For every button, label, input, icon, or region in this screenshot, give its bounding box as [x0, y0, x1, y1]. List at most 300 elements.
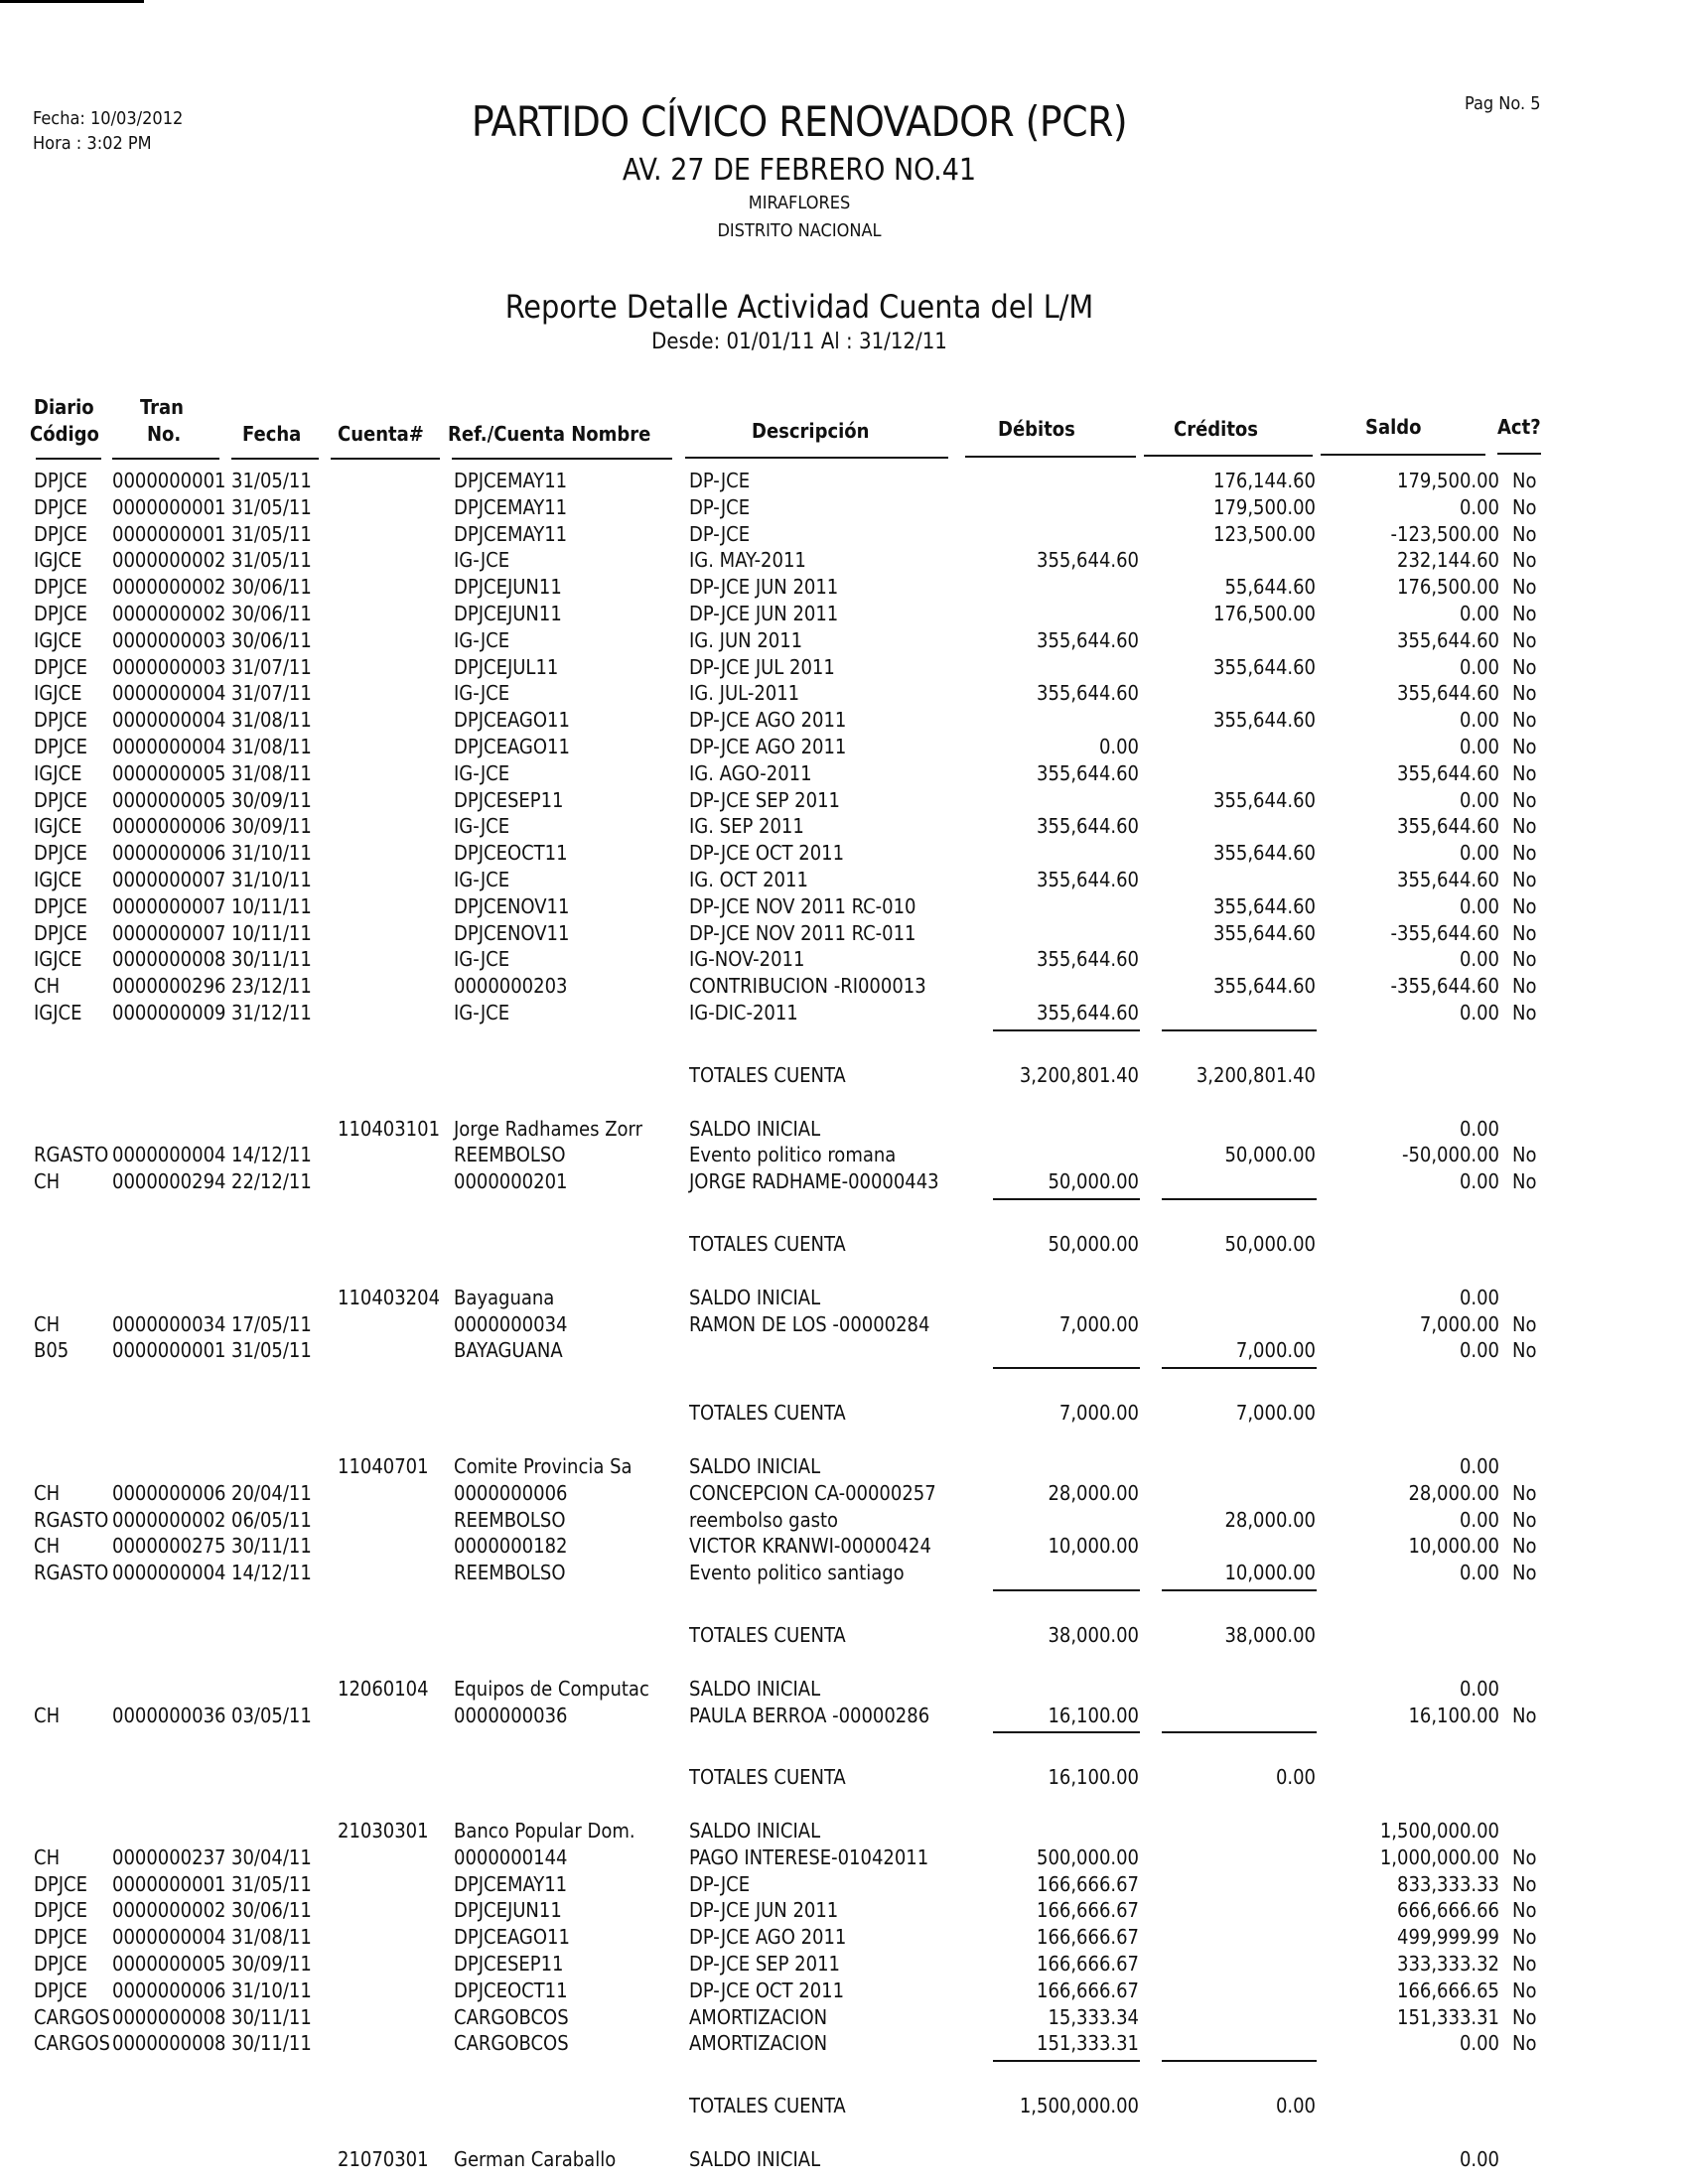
table-row: [0, 522, 1688, 548]
debit-amount: 16,100.00: [1048, 1704, 1139, 1727]
col-underline: [36, 458, 101, 460]
act-flag: No: [1512, 548, 1537, 572]
diario-code: RGASTO: [34, 1143, 109, 1166]
tran-no: 0000000005: [112, 1952, 226, 1976]
description: CONTRIBUCION -RI000013: [689, 974, 926, 998]
debit-amount: 15,333.34: [1048, 2005, 1139, 2029]
tran-no: 0000000003: [112, 628, 226, 652]
debit-amount: 355,644.60: [1037, 761, 1139, 785]
tran-no: 0000000006: [112, 1979, 226, 2002]
tran-date: 30/04/11: [231, 1845, 312, 1869]
tran-no: 0000000002: [112, 1898, 226, 1922]
print-date: Fecha: 10/03/2012: [33, 108, 184, 129]
act-flag: No: [1512, 2005, 1537, 2029]
totals-rule: [1162, 1198, 1317, 1200]
balance-amount: -355,644.60: [1390, 921, 1499, 945]
act-flag: No: [1512, 522, 1537, 546]
account-opening-label: SALDO INICIAL: [689, 1677, 821, 1701]
ref-name: DPJCESEP11: [454, 1952, 564, 1976]
description: DP-JCE: [689, 1872, 751, 1896]
totals-rule: [1162, 1367, 1317, 1369]
ref-name: DPJCESEP11: [454, 788, 564, 812]
totals-rule: [993, 2060, 1140, 2062]
table-row: [0, 1898, 1688, 1924]
table-row: [0, 1872, 1688, 1898]
table-row: [0, 761, 1688, 787]
act-flag: No: [1512, 788, 1537, 812]
ref-name: DPJCEOCT11: [454, 841, 568, 865]
balance-amount: 0.00: [1459, 894, 1499, 918]
tran-date: 03/05/11: [231, 1704, 312, 1727]
balance-amount: 0.00: [1459, 2031, 1499, 2055]
totals-label: TOTALES CUENTA: [689, 1232, 846, 1256]
totals-rule: [993, 1731, 1140, 1733]
description: IG-DIC-2011: [689, 1001, 798, 1024]
account-header-row: [0, 1286, 1688, 1311]
balance-amount: 176,500.00: [1397, 575, 1499, 599]
diario-code: IGJCE: [34, 947, 82, 971]
col-act: Act?: [1497, 415, 1541, 439]
balance-amount: 7,000.00: [1419, 1312, 1499, 1336]
tran-date: 23/12/11: [231, 974, 312, 998]
table-row: [0, 2031, 1688, 2057]
description: DP-JCE JUL 2011: [689, 655, 835, 679]
balance-amount: 0.00: [1459, 788, 1499, 812]
description: DP-JCE OCT 2011: [689, 841, 845, 865]
totals-row: [0, 1063, 1688, 1089]
balance-amount: 1,000,000.00: [1379, 1845, 1499, 1869]
description: Evento politico romana: [689, 1143, 897, 1166]
table-row: [0, 575, 1688, 601]
ref-name: DPJCEAGO11: [454, 735, 570, 758]
account-name: Banco Popular Dom.: [454, 1819, 635, 1843]
credit-amount: 355,644.60: [1213, 894, 1316, 918]
act-flag: No: [1512, 469, 1537, 492]
totals-label: TOTALES CUENTA: [689, 2094, 846, 2117]
ref-name: DPJCEAGO11: [454, 708, 570, 732]
tran-date: 30/06/11: [231, 575, 312, 599]
ref-name: CARGOBCOS: [454, 2005, 569, 2029]
totals-debit: 38,000.00: [1048, 1623, 1139, 1647]
account-opening-balance: 1,500,000.00: [1379, 1819, 1499, 1843]
diario-code: DPJCE: [34, 788, 87, 812]
balance-amount: -50,000.00: [1401, 1143, 1499, 1166]
act-flag: No: [1512, 735, 1537, 758]
balance-amount: 28,000.00: [1408, 1481, 1499, 1505]
account-opening-balance: 0.00: [1459, 1286, 1499, 1309]
table-row: [0, 602, 1688, 627]
diario-code: CH: [34, 1312, 61, 1336]
tran-date: 30/09/11: [231, 814, 312, 838]
tran-date: 31/05/11: [231, 548, 312, 572]
col-tran-1: Tran: [140, 395, 184, 419]
ref-name: IG-JCE: [454, 628, 510, 652]
tran-date: 30/06/11: [231, 1898, 312, 1922]
debit-amount: 50,000.00: [1048, 1169, 1139, 1193]
totals-rule: [993, 1198, 1140, 1200]
diario-code: DPJCE: [34, 894, 87, 918]
totals-row: [0, 2094, 1688, 2119]
balance-amount: 0.00: [1459, 1169, 1499, 1193]
balance-amount: 499,999.99: [1397, 1925, 1499, 1949]
description: IG. AGO-2011: [689, 761, 812, 785]
diario-code: CARGOS: [34, 2031, 110, 2055]
account-number: 11040701: [338, 1454, 429, 1478]
description: DP-JCE JUN 2011: [689, 1898, 839, 1922]
diario-code: IGJCE: [34, 1001, 82, 1024]
credit-amount: 355,644.60: [1213, 921, 1316, 945]
ref-name: DPJCEMAY11: [454, 469, 568, 492]
diario-code: DPJCE: [34, 735, 87, 758]
tran-no: 0000000005: [112, 788, 226, 812]
table-row: [0, 1169, 1688, 1195]
ref-name: 0000000036: [454, 1704, 568, 1727]
balance-amount: -123,500.00: [1390, 522, 1499, 546]
account-name: Bayaguana: [454, 1286, 555, 1309]
ref-name: IG-JCE: [454, 761, 510, 785]
act-flag: No: [1512, 1508, 1537, 1532]
debit-amount: 355,644.60: [1037, 868, 1139, 891]
diario-code: DPJCE: [34, 1979, 87, 2002]
table-row: [0, 947, 1688, 973]
tran-date: 31/10/11: [231, 841, 312, 865]
debit-amount: 355,644.60: [1037, 628, 1139, 652]
balance-amount: 179,500.00: [1397, 469, 1499, 492]
tran-no: 0000000296: [112, 974, 226, 998]
col-tran-2: No.: [147, 422, 182, 446]
diario-code: DPJCE: [34, 1872, 87, 1896]
totals-label: TOTALES CUENTA: [689, 1401, 846, 1425]
act-flag: No: [1512, 1143, 1537, 1166]
act-flag: No: [1512, 681, 1537, 705]
act-flag: No: [1512, 1534, 1537, 1558]
tran-no: 0000000004: [112, 681, 226, 705]
tran-no: 0000000001: [112, 495, 226, 519]
table-row: [0, 1001, 1688, 1026]
account-opening-label: SALDO INICIAL: [689, 1286, 821, 1309]
debit-amount: 355,644.60: [1037, 814, 1139, 838]
tran-no: 0000000004: [112, 1561, 226, 1584]
totals-label: TOTALES CUENTA: [689, 1063, 846, 1087]
tran-date: 20/04/11: [231, 1481, 312, 1505]
description: IG-NOV-2011: [689, 947, 805, 971]
diario-code: CH: [34, 1534, 61, 1558]
tran-no: 0000000004: [112, 1143, 226, 1166]
ref-name: 0000000182: [454, 1534, 568, 1558]
col-diario-1: Diario: [34, 395, 94, 419]
tran-date: 06/05/11: [231, 1508, 312, 1532]
act-flag: No: [1512, 947, 1537, 971]
debit-amount: 166,666.67: [1037, 1979, 1139, 2002]
diario-code: IGJCE: [34, 548, 82, 572]
debit-amount: 0.00: [1098, 735, 1139, 758]
account-header-row: [0, 2147, 1688, 2173]
tran-no: 0000000004: [112, 1925, 226, 1949]
ref-name: CARGOBCOS: [454, 2031, 569, 2055]
act-flag: No: [1512, 1925, 1537, 1949]
diario-code: DPJCE: [34, 1898, 87, 1922]
ref-name: DPJCEJUL11: [454, 655, 559, 679]
tran-date: 10/11/11: [231, 894, 312, 918]
act-flag: No: [1512, 1704, 1537, 1727]
debit-amount: 151,333.31: [1037, 2031, 1139, 2055]
diario-code: DPJCE: [34, 495, 87, 519]
tran-no: 0000000006: [112, 1481, 226, 1505]
balance-amount: 0.00: [1459, 1561, 1499, 1584]
tran-no: 0000000002: [112, 602, 226, 625]
description: IG. MAY-2011: [689, 548, 806, 572]
tran-date: 30/09/11: [231, 1952, 312, 1976]
description: Evento politico santiago: [689, 1561, 905, 1584]
act-flag: No: [1512, 628, 1537, 652]
credit-amount: 123,500.00: [1213, 522, 1316, 546]
balance-amount: 666,666.66: [1397, 1898, 1499, 1922]
diario-code: IGJCE: [34, 628, 82, 652]
credit-amount: 355,644.60: [1213, 974, 1316, 998]
tran-date: 31/10/11: [231, 1979, 312, 2002]
diario-code: DPJCE: [34, 1925, 87, 1949]
act-flag: No: [1512, 921, 1537, 945]
tran-no: 0000000237: [112, 1845, 226, 1869]
tran-date: 31/05/11: [231, 1338, 312, 1362]
ref-name: REEMBOLSO: [454, 1508, 566, 1532]
table-row: [0, 2005, 1688, 2031]
account-number: 21070301: [338, 2147, 429, 2171]
account-number: 21030301: [338, 1819, 429, 1843]
balance-amount: 833,333.33: [1397, 1872, 1499, 1896]
ref-name: DPJCEJUN11: [454, 1898, 562, 1922]
act-flag: No: [1512, 1561, 1537, 1584]
col-underline: [965, 456, 1136, 458]
act-flag: No: [1512, 894, 1537, 918]
diario-code: DPJCE: [34, 708, 87, 732]
balance-amount: 0.00: [1459, 708, 1499, 732]
ref-name: DPJCENOV11: [454, 894, 570, 918]
tran-date: 14/12/11: [231, 1143, 312, 1166]
tran-no: 0000000001: [112, 1338, 226, 1362]
description: DP-JCE AGO 2011: [689, 1925, 847, 1949]
tran-no: 0000000005: [112, 761, 226, 785]
description: DP-JCE AGO 2011: [689, 708, 847, 732]
balance-amount: 232,144.60: [1397, 548, 1499, 572]
totals-rule: [1162, 1029, 1317, 1031]
table-row: [0, 1561, 1688, 1586]
tran-no: 0000000008: [112, 2005, 226, 2029]
ref-name: IG-JCE: [454, 868, 510, 891]
credit-amount: 10,000.00: [1224, 1561, 1316, 1584]
col-creditos: Créditos: [1174, 417, 1259, 441]
tran-no: 0000000002: [112, 575, 226, 599]
account-opening-label: SALDO INICIAL: [689, 1454, 821, 1478]
totals-credit: 7,000.00: [1235, 1401, 1316, 1425]
diario-code: CH: [34, 1845, 61, 1869]
description: DP-JCE NOV 2011 RC-011: [689, 921, 916, 945]
debit-amount: 355,644.60: [1037, 548, 1139, 572]
table-row: [0, 1979, 1688, 2004]
ref-name: IG-JCE: [454, 681, 510, 705]
tran-date: 31/07/11: [231, 655, 312, 679]
table-row: [0, 628, 1688, 654]
balance-amount: 0.00: [1459, 947, 1499, 971]
balance-amount: 0.00: [1459, 1001, 1499, 1024]
table-row: [0, 1338, 1688, 1364]
diario-code: CH: [34, 1169, 61, 1193]
account-opening-label: SALDO INICIAL: [689, 1117, 821, 1141]
balance-amount: 0.00: [1459, 495, 1499, 519]
table-row: [0, 841, 1688, 867]
col-descripcion: Descripción: [752, 419, 870, 443]
organization-district: DISTRITO NACIONAL: [717, 220, 882, 241]
totals-row: [0, 1232, 1688, 1258]
tran-date: 30/11/11: [231, 2031, 312, 2055]
description: AMORTIZACION: [689, 2031, 828, 2055]
table-row: [0, 921, 1688, 947]
balance-amount: 166,666.65: [1397, 1979, 1499, 2002]
account-opening-balance: 0.00: [1459, 1454, 1499, 1478]
tran-no: 0000000034: [112, 1312, 226, 1336]
ref-name: BAYAGUANA: [454, 1338, 563, 1362]
credit-amount: 55,644.60: [1224, 575, 1316, 599]
table-row: [0, 788, 1688, 814]
table-row: [0, 708, 1688, 734]
ref-name: DPJCEOCT11: [454, 1979, 568, 2002]
credit-amount: 28,000.00: [1224, 1508, 1316, 1532]
diario-code: IGJCE: [34, 761, 82, 785]
totals-rule: [1162, 1589, 1317, 1591]
table-row: [0, 548, 1688, 574]
totals-rule: [993, 1589, 1140, 1591]
totals-credit: 0.00: [1275, 1765, 1316, 1789]
account-header-row: [0, 1454, 1688, 1480]
ref-name: DPJCEJUN11: [454, 575, 562, 599]
account-name: German Caraballo: [454, 2147, 617, 2171]
table-row: [0, 814, 1688, 840]
balance-amount: 355,644.60: [1397, 761, 1499, 785]
account-opening-balance: 0.00: [1459, 1117, 1499, 1141]
ref-name: 0000000034: [454, 1312, 568, 1336]
account-name: Equipos de Computac: [454, 1677, 649, 1701]
ref-name: 0000000201: [454, 1169, 568, 1193]
tran-no: 0000000003: [112, 655, 226, 679]
act-flag: No: [1512, 814, 1537, 838]
balance-amount: 355,644.60: [1397, 628, 1499, 652]
act-flag: No: [1512, 655, 1537, 679]
description: IG. OCT 2011: [689, 868, 808, 891]
account-opening-label: SALDO INICIAL: [689, 1819, 821, 1843]
diario-code: DPJCE: [34, 522, 87, 546]
tran-date: 30/11/11: [231, 1534, 312, 1558]
tran-no: 0000000294: [112, 1169, 226, 1193]
act-flag: No: [1512, 1845, 1537, 1869]
description: JORGE RADHAME-00000443: [689, 1169, 939, 1193]
tran-date: 30/11/11: [231, 947, 312, 971]
tran-no: 0000000001: [112, 522, 226, 546]
totals-credit: 3,200,801.40: [1196, 1063, 1316, 1087]
totals-credit: 50,000.00: [1224, 1232, 1316, 1256]
balance-amount: 355,644.60: [1397, 868, 1499, 891]
account-header-row: [0, 1677, 1688, 1703]
table-row: [0, 469, 1688, 494]
diario-code: DPJCE: [34, 655, 87, 679]
tran-date: 31/12/11: [231, 1001, 312, 1024]
description: DP-JCE OCT 2011: [689, 1979, 845, 2002]
description: DP-JCE: [689, 522, 751, 546]
totals-credit: 0.00: [1275, 2094, 1316, 2117]
tran-no: 0000000007: [112, 868, 226, 891]
description: DP-JCE: [689, 469, 751, 492]
credit-amount: 355,644.60: [1213, 841, 1316, 865]
table-row: [0, 894, 1688, 920]
col-diario-2: Código: [30, 422, 99, 446]
ref-name: REEMBOLSO: [454, 1143, 566, 1166]
balance-amount: 355,644.60: [1397, 814, 1499, 838]
act-flag: No: [1512, 761, 1537, 785]
tran-no: 0000000006: [112, 841, 226, 865]
account-opening-balance: 0.00: [1459, 1677, 1499, 1701]
col-underline: [685, 457, 948, 459]
description: DP-JCE SEP 2011: [689, 1952, 840, 1976]
tran-no: 0000000002: [112, 548, 226, 572]
table-row: [0, 868, 1688, 893]
credit-amount: 355,644.60: [1213, 788, 1316, 812]
tran-no: 0000000001: [112, 469, 226, 492]
totals-row: [0, 1623, 1688, 1649]
tran-date: 14/12/11: [231, 1561, 312, 1584]
tran-date: 31/05/11: [231, 495, 312, 519]
diario-code: DPJCE: [34, 1952, 87, 1976]
tran-date: 30/06/11: [231, 628, 312, 652]
diario-code: DPJCE: [34, 841, 87, 865]
ref-name: DPJCENOV11: [454, 921, 570, 945]
totals-rule: [1162, 1731, 1317, 1733]
ref-name: DPJCEAGO11: [454, 1925, 570, 1949]
ref-name: DPJCEMAY11: [454, 522, 568, 546]
ref-name: DPJCEMAY11: [454, 1872, 568, 1896]
description: PAULA BERROA -00000286: [689, 1704, 930, 1727]
col-underline: [231, 458, 319, 460]
diario-code: CH: [34, 974, 61, 998]
act-flag: No: [1512, 868, 1537, 891]
diario-code: IGJCE: [34, 681, 82, 705]
tran-date: 31/05/11: [231, 1872, 312, 1896]
debit-amount: 28,000.00: [1048, 1481, 1139, 1505]
tran-no: 0000000036: [112, 1704, 226, 1727]
tran-date: 31/08/11: [231, 708, 312, 732]
col-debitos: Débitos: [998, 417, 1075, 441]
description: VICTOR KRANWI-00000424: [689, 1534, 931, 1558]
diario-code: CARGOS: [34, 2005, 110, 2029]
debit-amount: 166,666.67: [1037, 1872, 1139, 1896]
balance-amount: 333,333.32: [1397, 1952, 1499, 1976]
description: DP-JCE JUN 2011: [689, 575, 839, 599]
description: IG. JUN 2011: [689, 628, 803, 652]
act-flag: No: [1512, 1872, 1537, 1896]
table-row: [0, 1143, 1688, 1168]
balance-amount: 0.00: [1459, 841, 1499, 865]
description: DP-JCE AGO 2011: [689, 735, 847, 758]
tran-date: 10/11/11: [231, 921, 312, 945]
print-time: Hora : 3:02 PM: [33, 133, 152, 154]
act-flag: No: [1512, 1898, 1537, 1922]
totals-rule: [1162, 2060, 1317, 2062]
table-row: [0, 974, 1688, 1000]
balance-amount: 0.00: [1459, 1338, 1499, 1362]
balance-amount: 16,100.00: [1408, 1704, 1499, 1727]
act-flag: No: [1512, 1312, 1537, 1336]
debit-amount: 7,000.00: [1058, 1312, 1139, 1336]
totals-debit: 3,200,801.40: [1019, 1063, 1139, 1087]
description: PAGO INTERESE-01042011: [689, 1845, 929, 1869]
